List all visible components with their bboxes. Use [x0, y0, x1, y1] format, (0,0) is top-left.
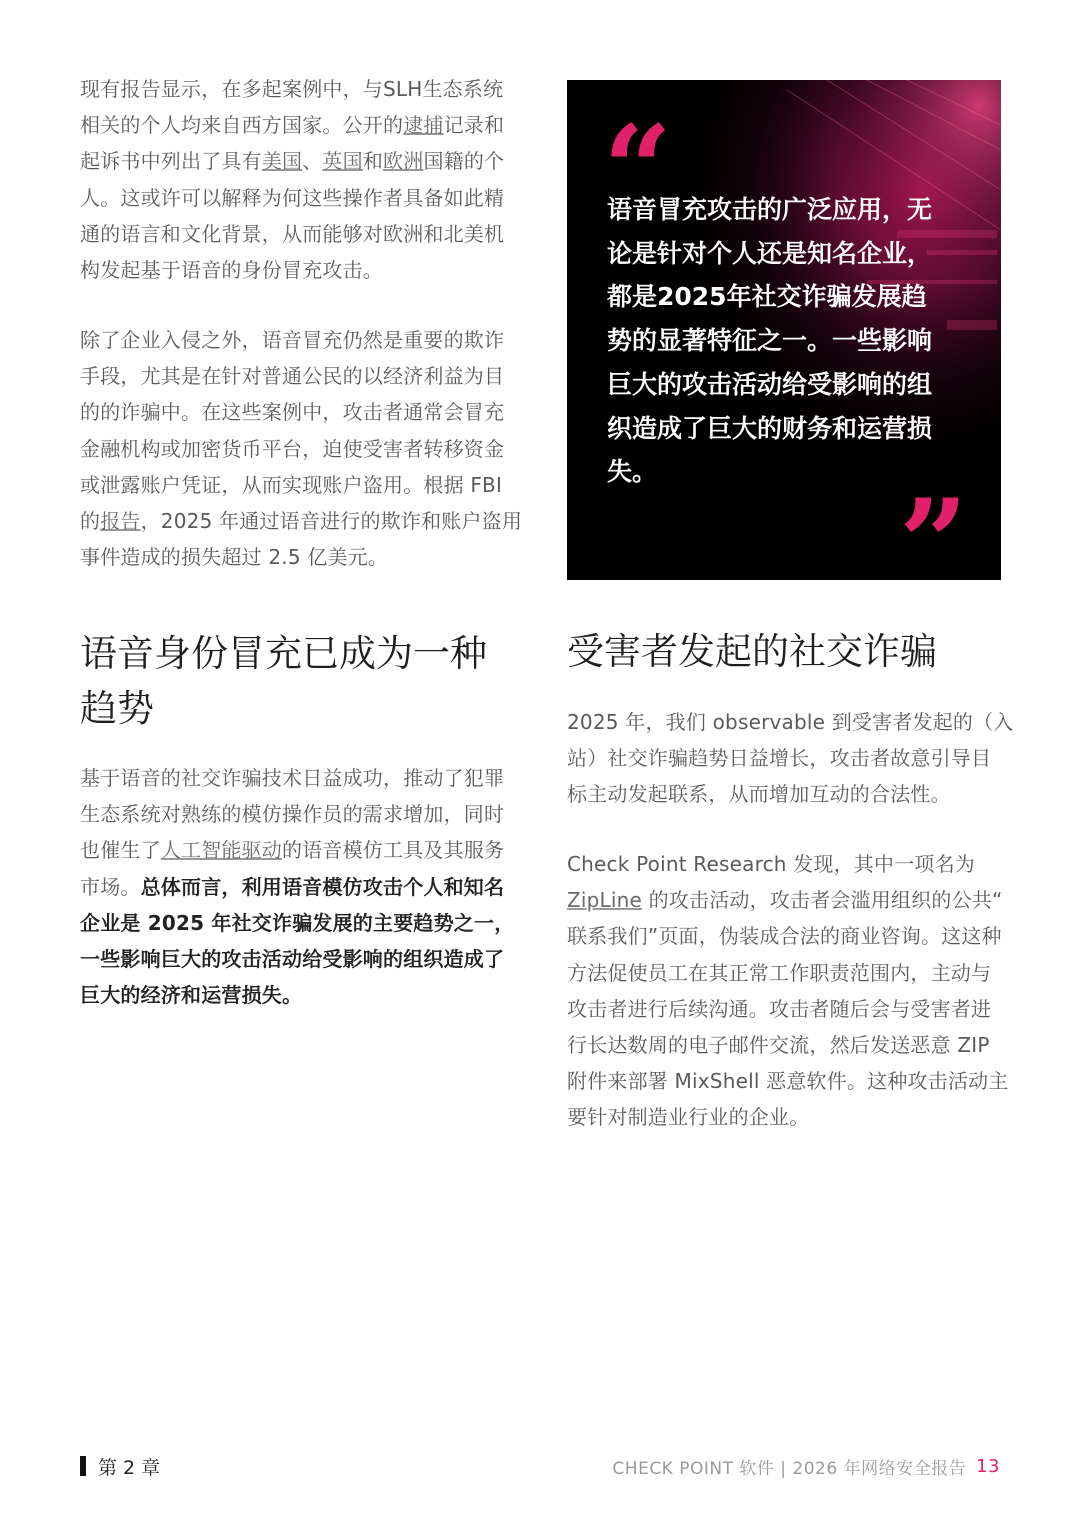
chapter-text: 第 2 章: [98, 1456, 161, 1479]
chapter-marker-icon: [80, 1456, 86, 1476]
text-line: 附件来部署 MixShell 恶意软件。这种攻击活动主: [567, 1069, 1009, 1094]
text-line: 联系我们”页面，伪装成合法的商业咨询。这这种: [567, 924, 1002, 949]
text-line: ZipLine 的攻击活动，攻击者会滥用组织的公共“: [567, 888, 1003, 913]
text-line: 要针对制造业行业的企业。: [567, 1105, 810, 1130]
pull-quote-text: 语音冒充攻击的广泛应用，无 论是针对个人还是知名企业， 都是2025年社交诈骗发展趋 势的显著特征之一。一些影响 巨大的攻击活动给受影响的组 织造成了巨大的财务和运营损 失。: [607, 195, 933, 487]
text-line: 巨大的经济和运营损失。: [80, 983, 303, 1008]
page-number: 13: [976, 1455, 1000, 1477]
text-line: 站）社交诈骗趋势日益增长，攻击者故意引导目: [567, 746, 992, 771]
text-line: 基于语音的社交诈骗技术日益成功，推动了犯罪: [80, 766, 505, 790]
voice-fraud-paragraph: [80, 322, 523, 575]
text-line: 通的语言和文化背景，从而能够对欧洲和北美机: [80, 221, 505, 246]
text-line: 一些影响巨大的攻击活动给受影响的组织造成了: [80, 947, 505, 972]
close-quote-icon: ”: [899, 473, 969, 580]
page-footer: [612, 1452, 1000, 1480]
section-heading-victim-initiated: 受害者发起的社交诈骗: [567, 630, 937, 673]
ai-driven-link[interactable]: 人工智能驱动: [160, 838, 283, 863]
intro-paragraph: [80, 71, 520, 288]
text-line: 行长达数周的电子邮件交流，然后发送恶意 ZIP: [567, 1033, 990, 1058]
text-line: 或泄露账户凭证，从而实现账户盗用。根据 FBI: [80, 472, 503, 497]
text-line: 起诉书中列出了具有美国、英国和欧洲国籍的个: [80, 149, 505, 174]
text-line: Check Point Research 发现，其中一项名为: [567, 852, 975, 876]
text-line: 手段，尤其是在针对普通公民的以经济利益为目: [80, 364, 505, 389]
text-line: 人。这或许可以解释为何这些操作者具备如此精: [80, 185, 505, 210]
text-line: 除了企业入侵之外，语音冒充仍然是重要的欺诈: [80, 328, 505, 352]
zipline-link[interactable]: ZipLine: [567, 888, 643, 913]
text-line: 方法促使员工在其正常工作职责范围内，主动与: [567, 960, 992, 985]
text-line: 攻击者进行后续沟通。攻击者随后会与受害者进: [567, 996, 992, 1021]
text-line: 金融机构或加密货币平台，迫使受害者转移资金: [80, 436, 505, 461]
pull-quote-box: [567, 80, 1001, 580]
text-line: 2025 年，我们 observable 到受害者发起的（入: [567, 710, 1014, 734]
text-line: 构发起基于语音的身份冒充攻击。: [80, 258, 383, 283]
text-line: 企业是 2025 年社交诈骗发展的主要趋势之一，: [80, 910, 515, 935]
text-line: 事件造成的损失超过 2.5 亿美元。: [80, 545, 389, 570]
text-line: 生态系统对熟练的模仿操作员的需求增加，同时: [80, 802, 505, 827]
europe-link[interactable]: 欧洲: [383, 149, 424, 174]
arrest-records-link[interactable]: 逮捕: [403, 113, 444, 138]
text-line: 现有报告显示，在多起案例中，与SLH生态系统: [80, 77, 504, 101]
inbound-trend-paragraph: [567, 704, 1014, 813]
chapter-label: [80, 1452, 160, 1480]
zipline-paragraph: [567, 846, 1007, 1136]
us-link[interactable]: 美国: [261, 149, 303, 174]
open-quote-icon: “: [603, 99, 673, 240]
text-line: 市场。总体而言，利用语音模仿攻击个人和知名: [80, 874, 505, 899]
uk-link[interactable]: 英国: [322, 149, 363, 174]
text-line: 标主动发起联系，从而增加互动的合法性。: [567, 782, 951, 807]
text-line: 的报告，2025 年通过语音进行的欺诈和账户盗用: [80, 509, 523, 534]
text-line: 相关的个人均来自西方国家。公开的逮捕记录和: [80, 113, 505, 138]
section-heading-voice-impersonation: 语音身份冒充已成为一种 趋势: [80, 632, 487, 730]
fbi-report-link[interactable]: 报告: [100, 509, 141, 534]
text-line: 也催生了人工智能驱动的语音模仿工具及其服务: [80, 838, 505, 863]
text-line: 的的诈骗中。在这些案例中，攻击者通常会冒充: [80, 400, 505, 425]
publisher-text: CHECK POINT 软件 | 2026 年网络安全报告: [612, 1458, 967, 1479]
voice-trend-paragraph: [80, 760, 520, 1013]
